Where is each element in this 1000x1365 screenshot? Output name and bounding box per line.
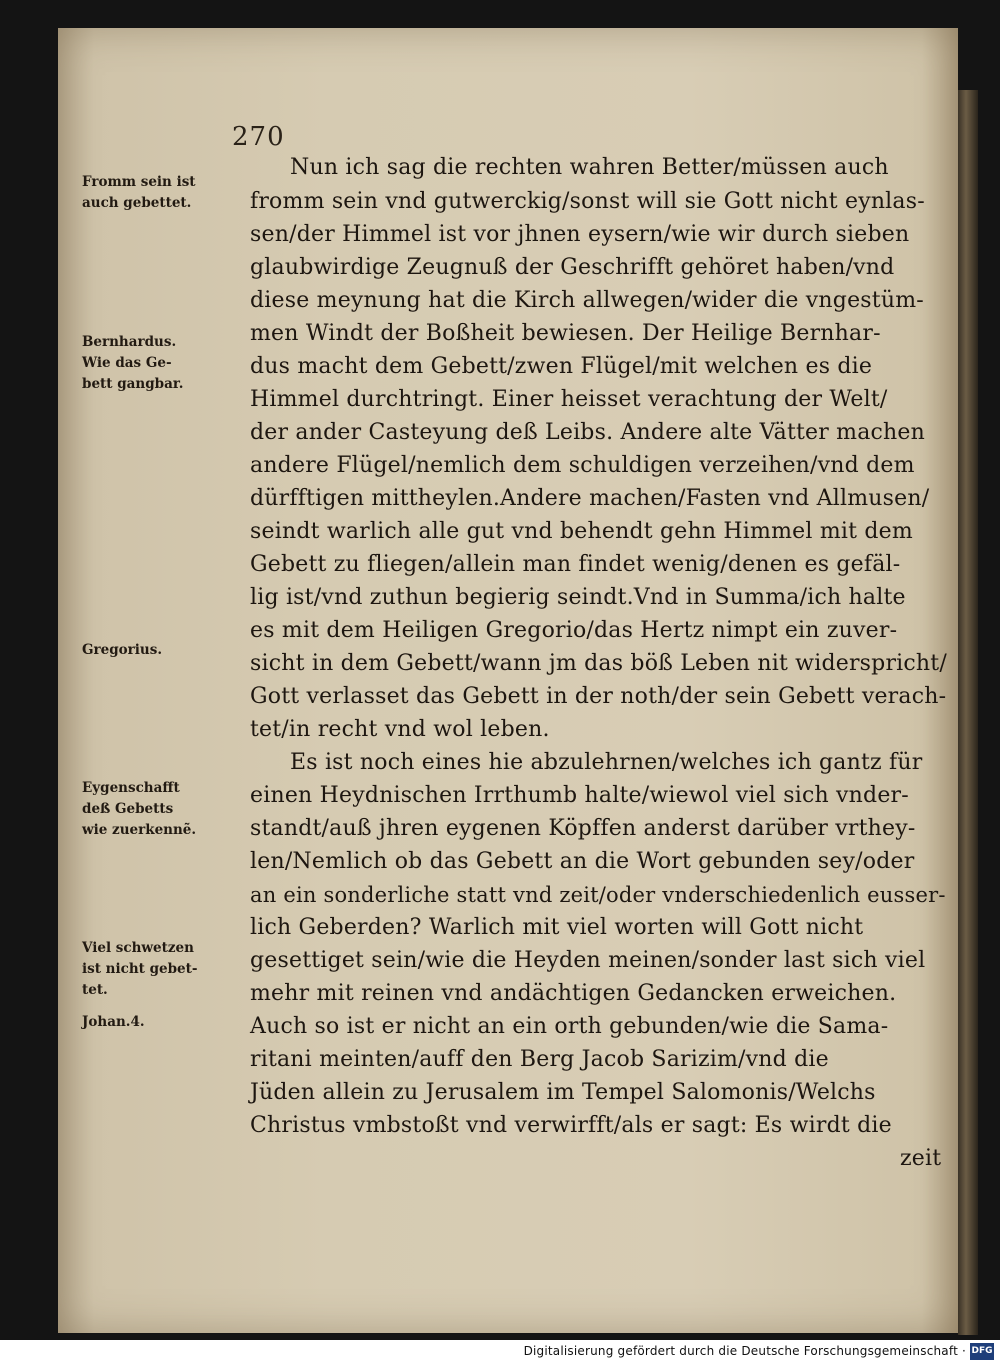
text-line: an ein sonderliche statt vnd zeit/oder vnderschiedenlich eusser-: [250, 883, 946, 907]
margin-note-line: Gregorius.: [82, 642, 163, 658]
margin-note: [82, 1012, 145, 1033]
text-line: Gebett zu fliegen/allein man findet wenig/denen es gefäl-: [250, 552, 901, 577]
text-line: standt/auß jhren eygenen Köpffen anderst darüber vrthey-: [250, 816, 916, 841]
dfg-logo-icon: DFG: [970, 1343, 994, 1360]
margin-note-line: auch gebettet.: [82, 195, 192, 211]
text-line: Jüden allein zu Jerusalem im Tempel Salomonis/Welchs: [250, 1080, 876, 1105]
text-line: sicht in dem Gebett/wann jm das böß Leben nit widerspricht/: [250, 651, 947, 676]
text-line: fromm sein vnd gutwerckig/sonst will sie Gott nicht eynlas-: [250, 189, 925, 214]
text-line: Himmel durchtringt. Einer heisset verachtung der Welt/: [250, 387, 888, 412]
book-edge: [958, 90, 978, 1335]
margin-note-line: tet.: [82, 982, 108, 998]
text-line: len/Nemlich ob das Gebett an die Wort gebunden sey/oder: [250, 849, 915, 874]
text-line: Nun ich sag die rechten wahren Better/müssen auch: [290, 155, 889, 180]
text-line: men Windt der Boßheit bewiesen. Der Heilige Bernhar-: [250, 321, 881, 346]
margin-note: [82, 938, 197, 1001]
text-line: Christus vmbstoßt vnd verwirfft/als er sagt: Es wirdt die: [250, 1113, 892, 1138]
text-line: tet/in recht vnd wol leben.: [250, 717, 550, 742]
text-line: gesettiget sein/wie die Heyden meinen/sonder last sich viel: [250, 948, 926, 973]
margin-note-line: ist nicht gebet-: [82, 961, 198, 977]
margin-note: [82, 172, 196, 214]
page-number: 270: [232, 122, 285, 152]
text-line: sen/der Himmel ist vor jhnen eysern/wie wir durch sieben: [250, 222, 910, 247]
footer-bar: [0, 1340, 1000, 1365]
text-line: andere Flügel/nemlich dem schuldigen verzeihen/vnd dem: [250, 453, 915, 478]
text-line: dus macht dem Gebett/zwen Flügel/mit welchen es die: [250, 354, 873, 379]
text-line: mehr mit reinen vnd andächtigen Gedancken erweichen.: [250, 981, 897, 1006]
text-line: diese meynung hat die Kirch allwegen/wider die vngestüm-: [250, 288, 924, 313]
text-line: der ander Casteyung deß Leibs. Andere alte Vätter machen: [250, 420, 926, 445]
text-line: seindt warlich alle gut vnd behendt gehn Himmel mit dem: [250, 519, 913, 544]
text-line: Auch so ist er nicht an ein orth gebunden/wie die Sama-: [250, 1014, 889, 1039]
margin-note: [82, 778, 196, 841]
margin-note-line: bett gangbar.: [82, 376, 184, 392]
catchword: zeit: [900, 1146, 942, 1171]
text-line: ritani meinten/auff den Berg Jacob Sarizim/vnd die: [250, 1047, 829, 1072]
text-line: lich Geberden? Warlich mit viel worten will Gott nicht: [250, 915, 864, 940]
text-line: es mit dem Heiligen Gregorio/das Hertz nimpt ein zuver-: [250, 618, 898, 643]
text-line: Es ist noch eines hie abzulehrnen/welches ich gantz für: [290, 750, 923, 775]
text-line: Gott verlasset das Gebett in der noth/der sein Gebett verach-: [250, 684, 947, 709]
footer-credit: Digitalisierung gefördert durch die Deutsche Forschungsgemeinschaft ·: [523, 1344, 966, 1358]
margin-note-line: Eygenschafft: [82, 780, 180, 796]
margin-note-line: Bernhardus.: [82, 334, 177, 350]
margin-note-line: deß Gebetts: [82, 801, 174, 817]
text-line: lig ist/vnd zuthun begierig seindt.Vnd in Summa/ich halte: [250, 585, 906, 610]
margin-note-line: Wie das Ge-: [82, 355, 172, 371]
text-line: glaubwirdige Zeugnuß der Geschrifft gehöret haben/vnd: [250, 255, 895, 280]
text-line: dürfftigen mittheylen.Andere machen/Fasten vnd Allmusen/: [250, 486, 930, 511]
margin-note-line: Viel schwetzen: [82, 940, 194, 956]
margin-note: [82, 640, 162, 661]
margin-note-line: wie zuerkennẽ.: [82, 822, 197, 838]
margin-note-line: Johan.4.: [82, 1014, 145, 1030]
margin-note-line: Fromm sein ist: [82, 174, 196, 190]
text-line: einen Heydnischen Irrthumb halte/wiewol viel sich vnder-: [250, 783, 909, 808]
margin-note: [82, 332, 183, 395]
